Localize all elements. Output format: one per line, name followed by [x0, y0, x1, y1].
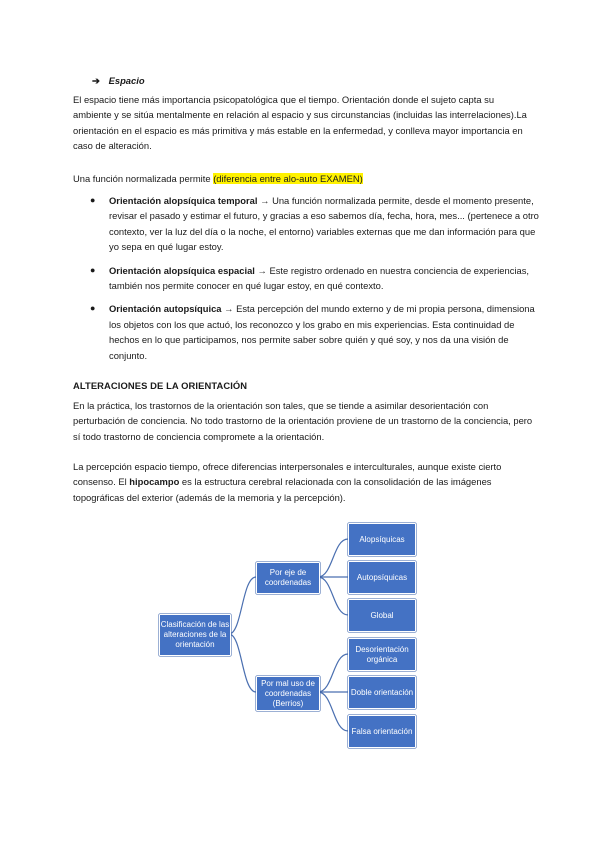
bullet-text: → Una función normalizada permite, desde el momento presente, revisar el pasado y estimar el futuro, y gracias a eso sabemos día, fecha, hora, mes... (pertenece a otro contexto, ver la luz del día o la noche, el entorno) variables externas que me dan información para que yo sepa en qué lugar estoy.: [109, 195, 539, 253]
bullet-text: → Esta percepción del mundo externo y de mi propia persona, dimensiona los objetos con los que actuó, los reconozco y los grabo en mis experiencias. Esta continuidad de hechos en lo que participamos, nos permite saber sobre quién y qué soy, y nos da una visión de conjunto.: [109, 303, 535, 361]
bullet-icon: ●: [90, 264, 96, 275]
leaf-global-node: [348, 599, 416, 632]
bullet-text: → Este registro ordenado en nuestra conciencia de experiencias, también nos permite conocer en qué lugar estoy, en qué contexto.: [109, 264, 530, 292]
leaf-alopsiquicas-node: [348, 523, 416, 556]
funcion-lead: Una función normalizada permite: [73, 173, 214, 184]
connector-uso-desorientacion: [318, 654, 348, 692]
connector-eje-global: [318, 577, 348, 615]
branch-eje-node: [256, 562, 320, 594]
hipocampo-term: hipocampo: [129, 476, 180, 488]
leaf-doble-node: [348, 676, 416, 709]
leaf-doble-label: Doble orientación: [350, 687, 414, 697]
intro-paragraph: El espacio tiene más importancia psicopatológica que el tiempo. Orientación donde el sujeto capta su ambiente y se sitúa mentalmente en relación al espacio y sus circunstancias (incluidas las interrelaciones).La orientación en el espacio es más primitiva y más estable en la enfermedad, y conlleva mayor importancia en caso de alteración.: [73, 94, 527, 152]
highlighted-note: (diferencia entre alo-auto EXAMEN): [213, 173, 363, 184]
bullet-term: Orientación autopsíquica: [109, 303, 222, 315]
leaf-desorientacion-node: [348, 638, 416, 671]
branch-eje-label: Por eje de coordenadas: [264, 568, 312, 587]
connector-uso-falsa: [318, 692, 348, 731]
connector-eje-alopsiquicas: [318, 539, 348, 577]
arrow-icon: ➔: [92, 75, 100, 86]
alteraciones-title: ALTERACIONES DE LA ORIENTACIÓN: [73, 380, 248, 391]
connector-root-eje: [229, 577, 256, 634]
percepcion-after: es la estructura cerebral relacionada con la consolidación de las imágenes topográficas del exterior (además de la memoria y la percepción).: [73, 476, 492, 503]
practica-paragraph: En la práctica, los trastornos de la orientación son tales, que se tiende a asimilar desorientación con perturbación de conciencia. No todo trastorno de la orientación proviene de un trastorno de la conciencia, pero sí todo trastorno de conciencia compromete a la orientación.: [73, 400, 533, 442]
branch-uso-label: Por mal uso de coordenadas (Berrios): [261, 678, 315, 708]
leaf-falsa-label: Falsa orientación: [351, 726, 413, 736]
branch-uso-node: [256, 676, 320, 711]
percepcion-before: La percepción espacio tiempo, ofrece diferencias interpersonales e interculturales, aunque existe cierto consenso. El: [73, 461, 502, 488]
leaf-falsa-node: [348, 715, 416, 748]
bullet-term: Orientación alopsíquica temporal: [109, 195, 258, 206]
leaf-autopsiquicas-node: [348, 561, 416, 594]
root-label: Clasificación de las alteraciones de la orientación: [160, 620, 230, 649]
leaf-autopsiquicas-label: Autopsíquicas: [356, 572, 408, 582]
bullet-icon: ●: [90, 195, 96, 205]
leaf-global-label: Global: [370, 610, 394, 620]
bullet-icon: ●: [90, 303, 96, 314]
bullet-term: Orientación alopsíquica espacial: [109, 264, 255, 276]
leaf-desorientacion-label: Desorientación orgánica: [355, 644, 409, 664]
heading-title: Espacio: [108, 75, 145, 86]
leaf-alopsiquicas-label: Alopsíquicas: [359, 534, 405, 544]
connector-root-uso: [229, 634, 256, 692]
diagram-root-node: [159, 614, 231, 656]
